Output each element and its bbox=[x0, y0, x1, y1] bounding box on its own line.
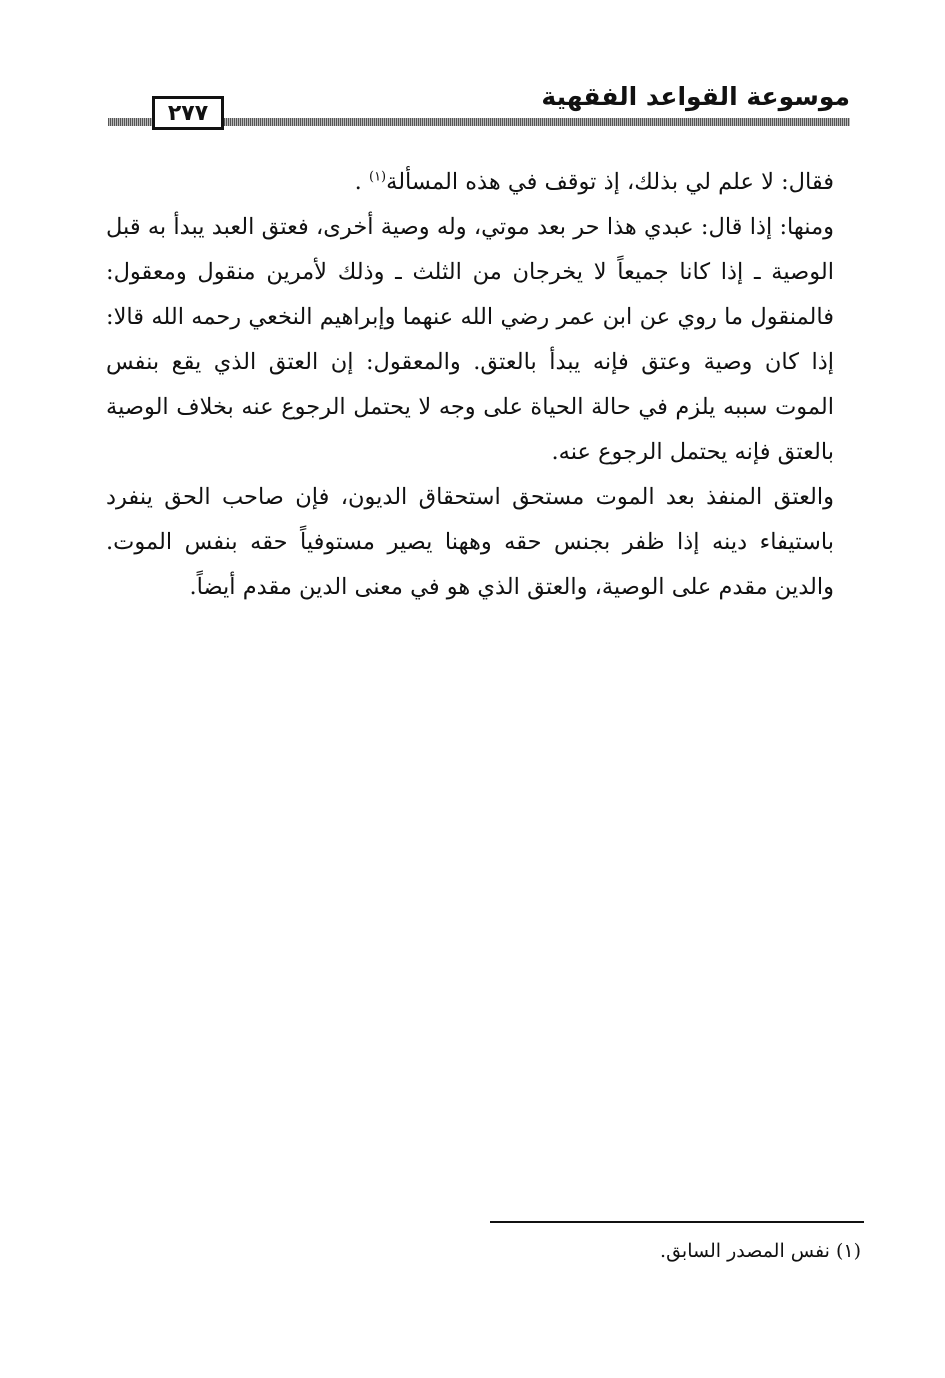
book-title: موسوعة القواعد الفقهية bbox=[541, 82, 850, 111]
page-number: ٢٧٧ bbox=[152, 96, 224, 130]
footnote-divider bbox=[490, 1221, 864, 1223]
main-text bbox=[106, 160, 834, 610]
paragraph-3: والعتق المنفذ بعد الموت مستحق استحقاق الديون، فإن صاحب الحق ينفرد باستيفاء دينه إذا ظفر بجنس حقه وههنا يصير مستوفياً حقه بنفس الموت. والدين مقدم على الوصية، والعتق الذي هو في معنى الدين مقدم أيضاً. bbox=[106, 484, 834, 600]
footnote-reference: (١) bbox=[368, 169, 387, 185]
header-rule-right bbox=[224, 118, 850, 126]
header-rule-left bbox=[108, 118, 152, 126]
paragraph-1 bbox=[106, 160, 834, 205]
footnote: (١) نفس المصدر السابق. bbox=[660, 1240, 861, 1262]
paragraph-1-text: فقال: لا علم لي بذلك، إذ توقف في هذه المسألة bbox=[386, 169, 834, 195]
page-header bbox=[108, 78, 850, 134]
paragraph-2: ومنها: إذا قال: عبدي هذا حر بعد موتي، وله وصية أخرى، فعتق العبد يبدأ به قبل الوصية ـ إذا كانا جميعاً لا يخرجان من الثلث ـ وذلك لأمرين منقول ومعقول: فالمنقول ما روي عن ابن عمر رضي الله عنهما وإبراهيم النخعي رحمه الله قالا: إذا كان وصية وعتق فإنه يبدأ بالعتق. والمعقول: إن العتق الذي يقع بنفس الموت سببه يلزم في حالة الحياة على وجه لا يحتمل الرجوع عنه بخلاف الوصية بالعتق فإنه يحتمل الرجوع عنه. bbox=[106, 214, 834, 465]
paragraph-1-end: . bbox=[354, 169, 369, 195]
